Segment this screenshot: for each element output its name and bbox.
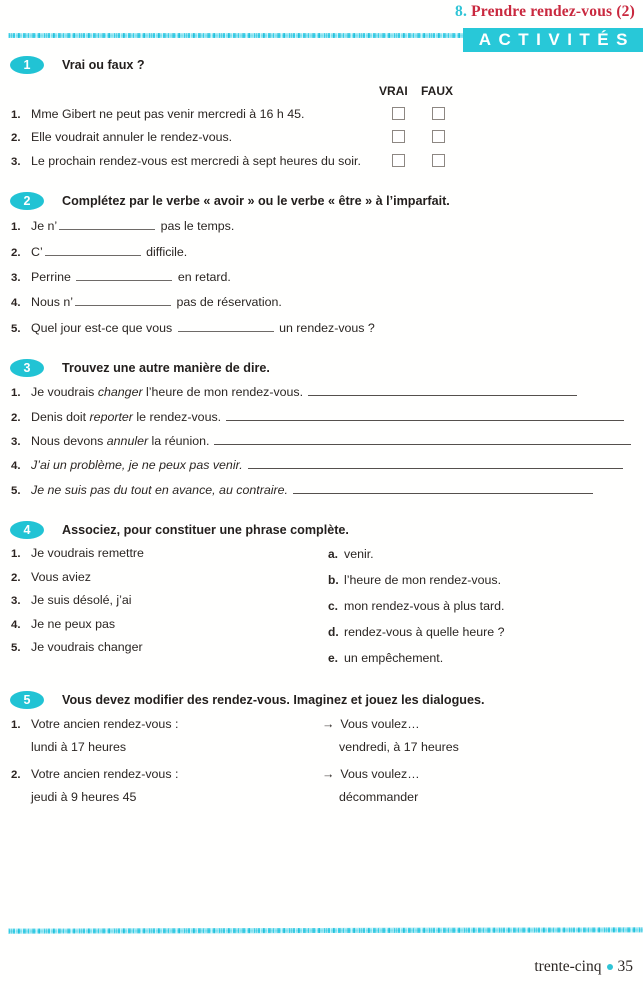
exercise-1-badge: 1 <box>10 56 44 74</box>
emphasized-verb: annuler <box>106 434 149 449</box>
item-text: venir. <box>344 547 374 562</box>
text-after-blank: difficile. <box>142 244 188 259</box>
item-text: Le prochain rendez-vous est mercredi à sept heures du soir. <box>31 153 361 168</box>
exercise-4-left-column <box>0 547 322 677</box>
emphasized-sentence: J’ai un problème, je ne peux pas venir. <box>31 458 243 473</box>
exercise-2-row <box>0 269 643 284</box>
exercise-3-row <box>0 458 643 472</box>
item-number: 3. <box>11 155 21 168</box>
chapter-number: 8. <box>455 3 468 20</box>
item-text: l’heure de mon rendez-vous. <box>344 573 502 588</box>
answer-line[interactable] <box>248 458 623 469</box>
exercise-2 <box>0 192 643 335</box>
text-after-blank: en retard. <box>174 270 231 285</box>
text-before-blank: Perrine <box>31 270 75 285</box>
item-number: 5. <box>11 322 21 335</box>
item-letter: a. <box>328 547 339 562</box>
fill-in-blank[interactable] <box>45 244 141 256</box>
item-text <box>31 458 623 471</box>
item-number: 3. <box>11 436 21 449</box>
item-letter: b. <box>328 573 339 588</box>
exercise-1-row <box>0 131 643 144</box>
exercise-2-row <box>0 320 643 335</box>
page-word: trente-cinq <box>534 958 602 975</box>
match-left-item[interactable] <box>0 594 322 607</box>
dialogue-left <box>0 717 322 754</box>
chapter-title <box>455 3 635 21</box>
page-header <box>0 0 643 56</box>
exercise-2-row <box>0 294 643 309</box>
exercise-5-badge: 5 <box>10 691 44 709</box>
text-post: le rendez-vous. <box>132 409 222 424</box>
answer-line[interactable] <box>226 410 624 421</box>
dialogue-left <box>0 767 322 804</box>
dialogue-left-line1 <box>0 717 322 731</box>
item-text <box>31 218 234 232</box>
match-left-item[interactable] <box>0 571 322 584</box>
dialogue-right-line2: décommander <box>339 790 419 805</box>
item-number: 1. <box>11 719 21 732</box>
item-text: Votre ancien rendez-vous : <box>31 767 179 782</box>
item-text: Vous aviez <box>31 569 91 584</box>
item-number: 2. <box>11 769 21 782</box>
section-spacer <box>0 345 643 359</box>
dialogue-left-line2: lundi à 17 heures <box>31 740 127 755</box>
checkbox-vrai[interactable] <box>392 107 405 120</box>
checkbox-vrai[interactable] <box>392 154 405 167</box>
exercise-5 <box>0 691 643 804</box>
exercise-3 <box>0 359 643 497</box>
item-number: 2. <box>11 132 21 145</box>
item-text: Je suis désolé, j’ai <box>31 593 132 608</box>
dialogue-right-line1 <box>322 717 643 731</box>
exercise-4-header <box>0 521 643 539</box>
match-right-item[interactable] <box>322 573 643 587</box>
item-text <box>31 244 187 258</box>
exercise-4-columns <box>0 547 643 677</box>
exercise-4-badge: 4 <box>10 521 44 539</box>
exercise-1-row <box>0 108 643 121</box>
item-text: mon rendez-vous à plus tard. <box>344 599 505 614</box>
item-text: un empêchement. <box>344 651 444 666</box>
item-number: 4. <box>11 618 21 631</box>
text-post: l’heure de mon rendez-vous. <box>142 385 304 400</box>
fill-in-blank[interactable] <box>76 269 172 281</box>
item-text <box>31 320 375 334</box>
fill-in-blank[interactable] <box>178 320 274 332</box>
text-pre: Denis doit <box>31 409 90 424</box>
text-pre: Je voudrais <box>31 385 98 400</box>
exercise-3-row <box>0 385 643 399</box>
text-before-blank: Nous n’ <box>31 295 74 310</box>
answer-line[interactable] <box>214 434 631 445</box>
item-number: 3. <box>11 595 21 608</box>
exercise-3-row <box>0 483 643 497</box>
item-text: rendez-vous à quelle heure ? <box>344 625 505 640</box>
exercise-3-header <box>0 359 643 377</box>
text-after-blank: pas le temps. <box>157 219 235 234</box>
page-footer <box>534 958 633 976</box>
exercise-2-header <box>0 192 643 210</box>
item-text <box>31 269 231 283</box>
exercise-3-badge: 3 <box>10 359 44 377</box>
text-after-blank: un rendez-vous ? <box>275 320 375 335</box>
exercise-1-items <box>0 108 643 168</box>
item-number: 1. <box>11 109 21 121</box>
item-text: Mme Gibert ne peut pas venir mercredi à 16 h 45. <box>31 107 305 121</box>
dialogue-right-line2: vendredi, à 17 heures <box>339 740 459 755</box>
exercise-4-right-column <box>322 547 643 677</box>
item-number: 1. <box>11 221 21 234</box>
answer-line[interactable] <box>308 385 577 396</box>
bullet-icon <box>607 964 613 970</box>
checkbox-vrai[interactable] <box>392 130 405 143</box>
decorative-rule-bottom <box>8 927 643 933</box>
item-text <box>31 385 577 398</box>
checkbox-faux[interactable] <box>432 130 445 143</box>
emphasized-sentence: Je ne suis pas du tout en avance, au contraire. <box>31 482 288 497</box>
exercise-1-header <box>0 56 643 74</box>
section-spacer <box>0 178 643 192</box>
item-text: Vous voulez… <box>340 717 420 732</box>
item-text: Vous voulez… <box>340 767 420 782</box>
item-number: 1. <box>11 387 21 400</box>
section-spacer <box>0 677 643 691</box>
item-text: Je voudrais changer <box>31 639 143 654</box>
emphasized-verb: changer <box>97 385 143 400</box>
item-text <box>31 410 624 423</box>
item-number: 3. <box>11 272 21 285</box>
chapter-title-text: Prendre rendez-vous (2) <box>471 3 635 20</box>
exercise-5-items <box>0 717 643 804</box>
item-text: Je voudrais remettre <box>31 546 144 561</box>
exercise-5-title: Vous devez modifier des rendez-vous. Imaginez et jouez les dialogues. <box>62 693 485 708</box>
text-before-blank: Quel jour est-ce que vous <box>31 320 176 335</box>
text-before-blank: Je n’ <box>31 219 58 234</box>
dialogue-row <box>0 717 643 754</box>
answer-line[interactable] <box>293 483 593 494</box>
column-header-vrai: VRAI <box>379 84 408 98</box>
dialogue-right-line1 <box>322 767 643 781</box>
checkbox-faux[interactable] <box>432 154 445 167</box>
text-pre: Nous devons <box>31 434 107 449</box>
dialogue-right <box>322 767 643 804</box>
exercise-2-row <box>0 244 643 259</box>
item-number: 5. <box>11 484 21 497</box>
item-text <box>31 483 593 496</box>
match-right-item[interactable] <box>322 599 643 613</box>
item-number: 4. <box>11 460 21 473</box>
match-right-item[interactable] <box>322 651 643 665</box>
item-number: 2. <box>11 246 21 259</box>
exercise-2-badge: 2 <box>10 192 44 210</box>
item-text <box>31 294 282 308</box>
match-left-item[interactable] <box>0 641 322 654</box>
exercise-5-header <box>0 691 643 709</box>
match-left-item[interactable] <box>0 618 322 631</box>
activities-banner: ACTIVITÉS <box>463 28 643 52</box>
item-text <box>31 434 631 447</box>
exercise-3-row <box>0 434 643 448</box>
exercise-1-row <box>0 155 643 168</box>
exercise-4 <box>0 521 643 677</box>
exercise-3-row <box>0 410 643 424</box>
exercise-3-title: Trouvez une autre manière de dire. <box>62 361 270 376</box>
exercise-1-column-headers <box>0 84 643 100</box>
exercise-2-title: Complétez par le verbe « avoir » ou le verbe « être » à l’imparfait. <box>62 194 450 209</box>
arrow-icon: → <box>322 717 335 732</box>
column-header-faux: FAUX <box>421 84 454 98</box>
match-right-item[interactable] <box>322 547 643 561</box>
exercise-2-items <box>0 218 643 335</box>
exercise-1 <box>0 56 643 168</box>
item-number: 2. <box>11 411 21 424</box>
item-letter: d. <box>328 625 339 640</box>
item-number: 5. <box>11 641 21 654</box>
exercise-3-items <box>0 385 643 497</box>
item-number: 2. <box>11 571 21 584</box>
text-after-blank: pas de réservation. <box>173 295 282 310</box>
page-number: 35 <box>617 958 633 975</box>
checkbox-faux[interactable] <box>432 107 445 120</box>
arrow-icon: → <box>322 767 335 782</box>
fill-in-blank[interactable] <box>75 294 171 306</box>
item-number: 1. <box>11 548 21 561</box>
match-left-item[interactable] <box>0 547 322 560</box>
item-text: Elle voudrait annuler le rendez-vous. <box>31 130 233 145</box>
dialogue-left-line2: jeudi à 9 heures 45 <box>31 790 137 805</box>
exercise-2-row <box>0 218 643 233</box>
item-letter: e. <box>328 651 339 666</box>
text-before-blank: C’ <box>31 244 43 259</box>
emphasized-verb: reporter <box>89 409 133 424</box>
dialogue-row <box>0 767 643 804</box>
item-text: Votre ancien rendez-vous : <box>31 717 179 732</box>
exercise-4-title: Associez, pour constituer une phrase complète. <box>62 523 349 538</box>
match-right-item[interactable] <box>322 625 643 639</box>
item-text: Je ne peux pas <box>31 616 116 631</box>
dialogue-right <box>322 717 643 754</box>
item-number: 4. <box>11 297 21 310</box>
section-spacer <box>0 507 643 521</box>
text-post: la réunion. <box>148 434 210 449</box>
item-letter: c. <box>328 599 339 614</box>
exercise-1-title: Vrai ou faux ? <box>62 58 145 72</box>
fill-in-blank[interactable] <box>59 218 155 230</box>
dialogue-left-line1 <box>0 767 322 781</box>
